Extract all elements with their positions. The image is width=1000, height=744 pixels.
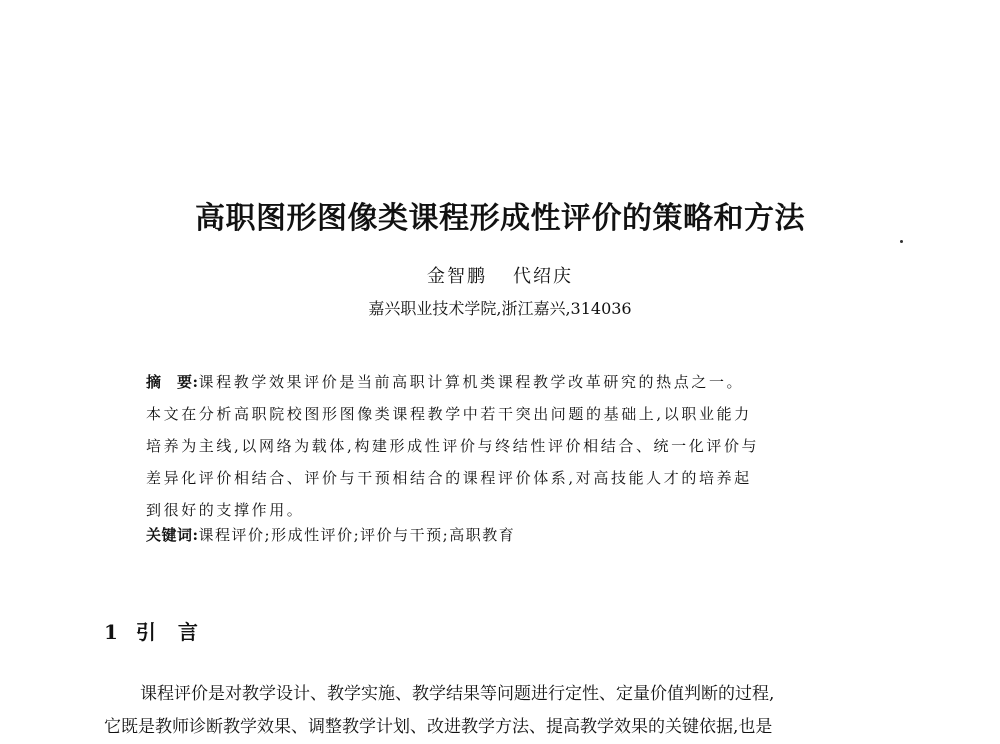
abstract-line: 培养为主线,以网络为载体,构建形成性评价与终结性评价相结合、统一化评价与 (146, 437, 760, 455)
abstract (146, 366, 866, 526)
abstract-line: 本文在分析高职院校图形图像类课程教学中若干突出问题的基础上,以职业能力 (146, 405, 752, 423)
keywords-label: 关键词: (146, 526, 199, 544)
author-affiliation: 嘉兴职业技术学院,浙江嘉兴,314036 (368, 299, 632, 318)
author-name: 金智鹏 (427, 266, 487, 287)
paper-title: 高职图形图像类课程形成性评价的策略和方法 (195, 201, 805, 236)
section-title: 引言 (135, 620, 220, 644)
body-line: 它既是教师诊断教学效果、调整教学计划、改进教学方法、提高教学效果的关键依据,也是 (104, 717, 773, 737)
body-line: 课程评价是对教学设计、教学实施、教学结果等问题进行定性、定量价值判断的过程, (140, 684, 775, 704)
author-name: 代绍庆 (513, 266, 573, 287)
body-paragraph (104, 678, 894, 744)
abstract-line: 到很好的支撑作用。 (146, 501, 305, 519)
abstract-text: 课程教学效果评价是当前高职计算机类课程教学改革研究的热点之一。 (198, 373, 745, 391)
abstract-line (146, 366, 866, 398)
section-heading (104, 616, 220, 645)
section-number: 1 (104, 620, 118, 644)
scan-speck (900, 240, 903, 243)
author-list (0, 262, 1000, 288)
keywords-text: 课程评价;形成性评价;评价与干预;高职教育 (198, 526, 516, 544)
keywords (146, 524, 515, 545)
abstract-label: 摘 要: (146, 373, 199, 391)
abstract-line: 差异化评价相结合、评价与干预相结合的课程评价体系,对高技能人才的培养起 (146, 469, 752, 487)
